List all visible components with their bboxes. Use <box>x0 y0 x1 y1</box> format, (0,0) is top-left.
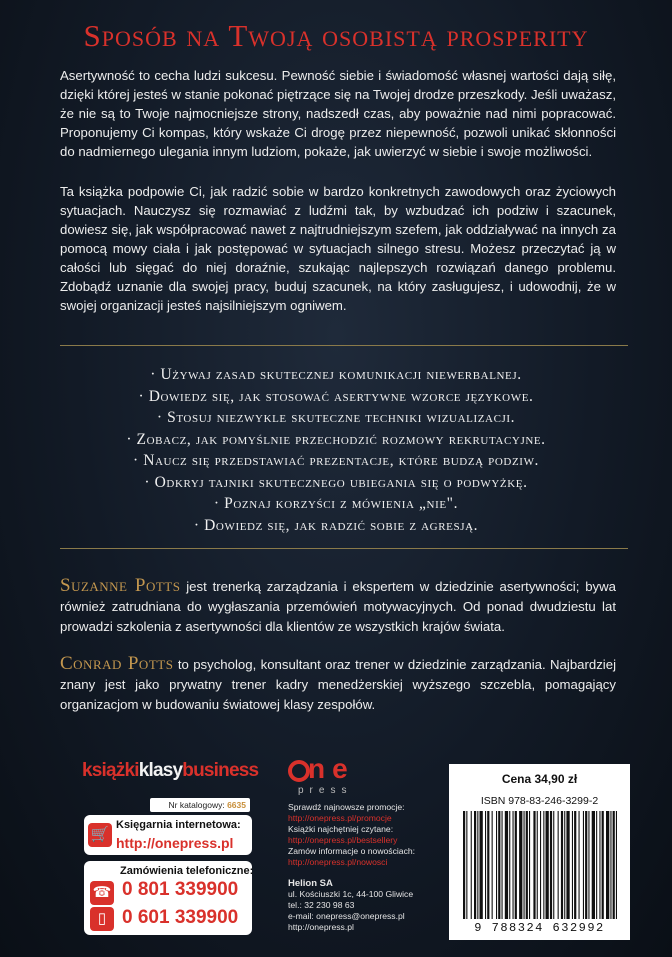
benefit-item: · Używaj zasad skutecznej komunikacji niewerbalnej. <box>150 366 522 383</box>
author-bio-text: jest trenerką zarządzania i ekspertem w dziedzinie asertywności; bywa również zatrudniana do wygłaszania przemówień motywacyjnych. Od ponad dwudziestu lat prowadzi szkolenia z asertywności dla klientów ze wszystkich krajów świata. <box>60 579 616 634</box>
benefit-item: · Poznaj korzyści z mówienia „nie". <box>213 495 459 512</box>
author-bio-conrad <box>60 654 616 715</box>
landline-number: 0 801 339900 <box>122 879 239 900</box>
phone-label: Zamówienia telefoniczne: <box>120 865 254 877</box>
price-barcode-box <box>449 764 630 940</box>
news-link[interactable]: http://onepress.pl/nowosci <box>288 857 388 867</box>
book-title: Sposób na Twoją osobistą prosperity <box>83 18 589 53</box>
author-name: Suzanne Potts <box>60 575 181 596</box>
phone-orders-box <box>84 861 252 935</box>
onepress-logo: ne <box>288 753 355 785</box>
author-bio-suzanne <box>60 576 616 637</box>
description-paragraph-2: Ta książka podpowie Ci, jak radzić sobie w bardzo konkretnych zawodowych oraz życiowych sytuacjach. Nauczysz się rozmawiać z ludźmi tak, by wzbudzać ich podziw i szacunek, dowiesz się, jak współpracować nawet z najtrudniejszym szefem, jak oddziaływać na innych za pomocą mowy ciała i jak postępować w sytuacjach silnego stresu. Możesz przeczytać ją w całości lub sięgać do niej doraźnie, szukając najlepszych rozwiązań danego problemu. Zdobądź uznanie dla swojej pracy, buduj szacunek, na który zasługujesz, i udowodnij, że w swojej organizacji jesteś najsilniejszym ogniwem. <box>60 184 616 313</box>
divider-top <box>60 345 628 346</box>
barcode-image <box>461 811 618 919</box>
shop-label: Księgarnia internetowa: <box>116 819 241 831</box>
benefit-item: · Dowiedz się, jak radzić sobie z agresją. <box>193 516 479 534</box>
benefit-item: · Naucz się przedstawiać prezentacje, które budzą podziw. <box>132 452 540 469</box>
shopping-cart-icon: 🛒 <box>88 823 112 847</box>
promo-link[interactable]: http://onepress.pl/promocje <box>288 813 392 823</box>
mobile-number: 0 601 339900 <box>122 907 239 928</box>
series-logo: książkiklasybusiness <box>82 760 259 781</box>
author-bio-text: to psycholog, konsultant oraz trener w dziedzinie zarządzania. Najbardziej znany jest jako prywatny trener kadry menedżerskiej wyższego szczebla, pomagający organizacjom w budowaniu światowej klasy zespołów. <box>60 657 617 712</box>
promo-links: Sprawdź najnowsze promocje: http://onepress.pl/promocje Książki najchętniej czytane: http://onepress.pl/bestsellery Zamów informacje o nowościach: http://onepress.pl/nowosci <box>288 802 416 867</box>
mobile-phone-icon: ▯ <box>90 907 114 931</box>
online-shop-box[interactable] <box>84 815 252 855</box>
publisher-address: Helion SA ul. Kościuszki 1c, 44-100 Gliwice tel.: 32 230 98 63 e-mail: onepress@onepress.pl http://onepress.pl <box>288 878 414 932</box>
shop-url-link[interactable]: http://onepress.pl <box>116 835 234 851</box>
benefit-item: · Zobacz, jak pomyślnie przechodzić rozmowy rekrutacyjne. <box>126 430 546 448</box>
press-label: press <box>298 785 353 796</box>
benefits-list <box>0 364 672 536</box>
logo-o-icon <box>288 760 310 782</box>
bestseller-link[interactable]: http://onepress.pl/bestsellery <box>288 835 398 845</box>
phone-icon: ☎ <box>90 881 114 905</box>
benefit-item: · Stosuj niezwykle skuteczne techniki wizualizacji. <box>156 409 516 426</box>
isbn-label: ISBN 978-83-246-3299-2 <box>480 795 599 807</box>
barcode-number: 9 788324 632992 <box>474 921 605 935</box>
benefit-item: · Dowiedz się, jak stosować asertywne wzorce językowe. <box>138 387 534 405</box>
price-label: Cena 34,90 zł <box>501 772 578 786</box>
benefit-item: · Odkryj tajniki skutecznego ubiegania się o podwyżkę. <box>144 473 528 491</box>
description-paragraph-1: Asertywność to cecha ludzi sukcesu. Pewność siebie i świadomość własnej wartości dają siłę, dzięki której jesteś w stanie pokonać piętrzące się na Twojej drodze przeszkody. Jeśli uważasz, że nie są to Twoje najmocniejsze strony, nadszedł czas, aby poważnie nad nimi popracować. Proponujemy Ci kompas, który wskaże Ci drogę przez niepewność, pozwoli unikać skłonności do nadmiernego ulegania innym ludziom, pokaże, jak uwierzyć w siebie i swoje możliwości. <box>60 68 616 159</box>
divider-bottom <box>60 548 628 549</box>
catalog-number: Nr katalogowy: 6635 <box>150 798 250 812</box>
author-name: Conrad Potts <box>60 653 174 674</box>
